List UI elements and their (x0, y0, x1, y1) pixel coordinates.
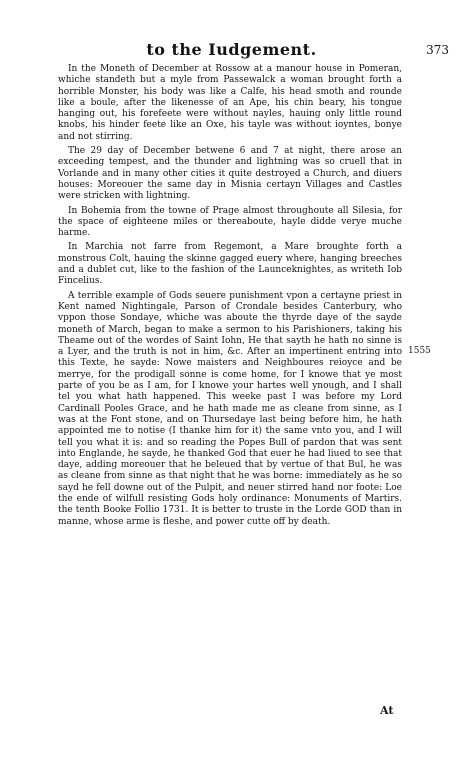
paragraph-priest-example: A terrible example of Gods seuere punishment vpon a certayne priest in Kent named Nightingale, Parson of Crondale besides Canterbury, who vppon those Sondaye, whiche was aboute the thyrde daye of the sayde moneth of March, began to make a sermon to his Parishioners, taking his Theame out of the wordes of Saint Iohn, He that sayth he hath no sinne is a Lyer, and the truth is not in him, &c. After an impertinent entring into this Texte, he sayde: Nowe maisters and Neighboures reioyce and be merrye, for the prodigall sonne is come home, for I knowe that ye most parte of you be as I am, for I knowe your hartes well ynough, and I shall tel you what hath happened. This weeke past I was before my Lord Cardinall Pooles Grace, and he hath made me as cleane from sinne, as I was at the Font stone, and on Thursedaye last being before him, he hath appointed me to notise (I thanke him for it) the same vnto you, and I will tell you what it is: and so reading the Popes Bull of pardon that was sent into Englande, he sayde, he thanked God that euer he had liued to see that daye, adding moreouer that he beleued that by vertue of that Bul, he was as cleane from sinne as that night that he was borne: immediately as he so sayd he fell downe out of the Pulpit, and neuer stirred hand nor foote: Loe the ende of wilfull resisting Gods holy ordinance: Monuments of Martirs. the tenth Booke Follio 1731. It is better to truste in the Lorde GOD than in manne, whose arme is fleshe, and power cutte off by death. (58, 290, 402, 527)
catchword: At (380, 704, 394, 717)
paragraph-hail-bohemia: In Bohemia from the towne of Prage almost throughoute all Silesia, for the space of eighteene miles or thereaboute, hayle didde verye muche harme. (58, 205, 402, 239)
page-number: 373 (426, 43, 449, 57)
paragraph-tempest: The 29 day of December betwene 6 and 7 at night, there arose an exceeding tempest, and the thunder and lightning was so cruell that in Vorlande and in many other cities it quite destroyed a Church, and diuers houses: Moreouer the same day in Misnia certayn Villages and Castles were stricken with lightning. (58, 146, 402, 202)
text-block (58, 64, 402, 531)
running-title: to the Iudgement. (146, 40, 317, 59)
margin-year-note: 1555 (408, 346, 431, 356)
paragraph-monstrous-colt: In Marchia not farre from Regemont, a Mare broughte forth a monstrous Colt, hauing the skinne gagged euery where, hanging breeches and a dublet cut, like to the fashion of the Launceknightes, as writeth Iob Fincelius. (58, 242, 402, 287)
paragraph-monster-pomeran: In the Moneth of December at Rossow at a manour house in Pomeran, whiche standeth but a myle from Passewalck a woman brought forth a horrible Monster, his body was like a Calfe, his head smoth and rounde like a boule, after the likenesse of an Ape, his chin beary, his tongue hanging out, his forefeete were without nayles, hauing only little round knobs, his hinder feete like an Oxe, his tayle was without ioyntes, bonye and not stirring. (58, 64, 402, 142)
